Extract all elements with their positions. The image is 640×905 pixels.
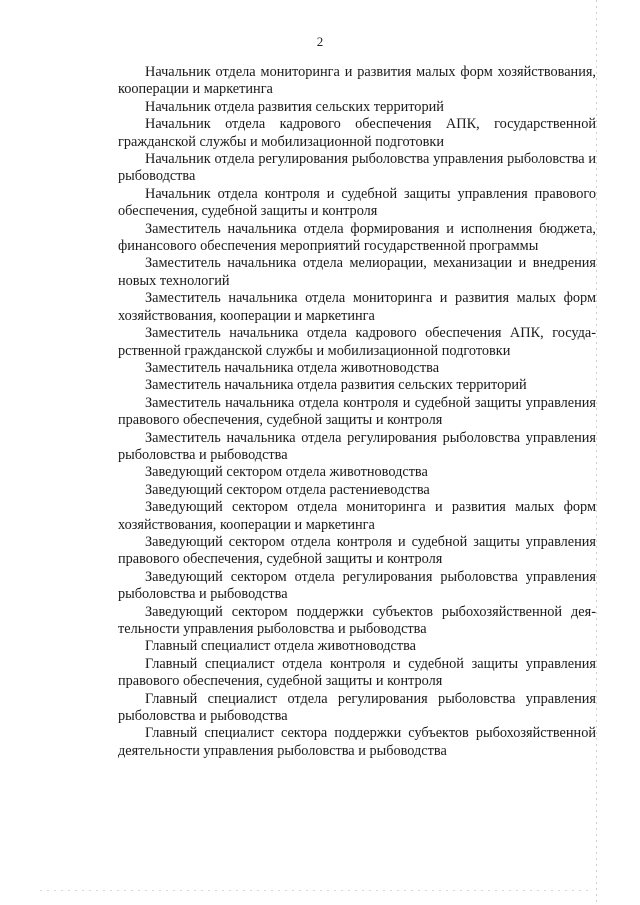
position-item: Начальник отдела мониторинга и развития малых форм хозяйствования, кооперации и маркетинга: [118, 64, 596, 98]
position-item: Заместитель начальника отдела формирования и исполнения бюджета, финансового обеспечения мероприятий государственной программы: [118, 220, 596, 255]
position-item: Начальник отдела контроля и судебной защиты управления правового обеспечения, судебной защиты и контроля: [118, 185, 596, 220]
position-item: Заместитель начальника отдела мелиорации, механизации и внедрения новых технологий: [118, 255, 596, 289]
position-item: Заместитель начальника отдела контроля и судебной защиты управления правового обеспечения, судебной защиты и контроля: [118, 394, 596, 429]
position-item: Заведующий сектором отдела растениеводства: [145, 481, 430, 498]
position-item: Заведующий сектором поддержки субъектов рыбохозяйственной деятельности управления рыболовства и рыбоводства: [118, 603, 596, 637]
position-item: Заведующий сектором отдела животноводства: [145, 464, 428, 481]
position-item: Заведующий сектором отдела регулирования рыболовства управления рыболовства и рыбоводства: [118, 568, 596, 603]
position-item: Главный специалист отдела контроля и судебной защиты управления правового обеспечения, судебной защиты и контроля: [118, 655, 596, 690]
position-item: Начальник отдела кадрового обеспечения АПК, государственной гражданской службы и мобилизационной подготовки: [118, 116, 596, 150]
scan-edge-line: [596, 0, 597, 905]
page-number: 2: [316, 34, 324, 49]
position-item: Заместитель начальника отдела животноводства: [145, 359, 440, 376]
position-item: Заместитель начальника отдела регулирования рыболовства управления рыболовства и рыбоводства: [118, 429, 596, 463]
position-item: Заместитель начальника отдела развития сельских территорий: [145, 377, 527, 394]
position-item: Заместитель начальника отдела мониторинга и развития малых форм хозяйствования, кооперации и маркетинга: [118, 290, 596, 324]
position-item: Заведующий сектором отдела мониторинга и развития малых форм хозяйствования, кооперации и маркетинга: [118, 499, 596, 533]
position-item: Главный специалист сектора поддержки субъектов рыбохозяйственной деятельности управления рыболовства и рыбоводства: [118, 725, 596, 759]
position-item: Заведующий сектором отдела контроля и судебной защиты управления правового обеспечения, судебной защиты и контроля: [118, 533, 596, 568]
position-item: Начальник отдела регулирования рыболовства управления рыболовства и рыбоводства: [118, 151, 596, 185]
position-list: [118, 64, 596, 760]
position-item: Главный специалист отдела животноводства: [145, 638, 417, 655]
position-item: Начальник отдела развития сельских территорий: [145, 98, 444, 115]
position-item: Заместитель начальника отдела кадрового обеспечения АПК, государственной гражданской службы и мобилизационной подготовки: [118, 325, 596, 359]
position-item: Главный специалист отдела регулирования рыболовства управления рыболовства и рыбоводства: [118, 690, 596, 725]
scan-bottom-line: [40, 890, 590, 891]
